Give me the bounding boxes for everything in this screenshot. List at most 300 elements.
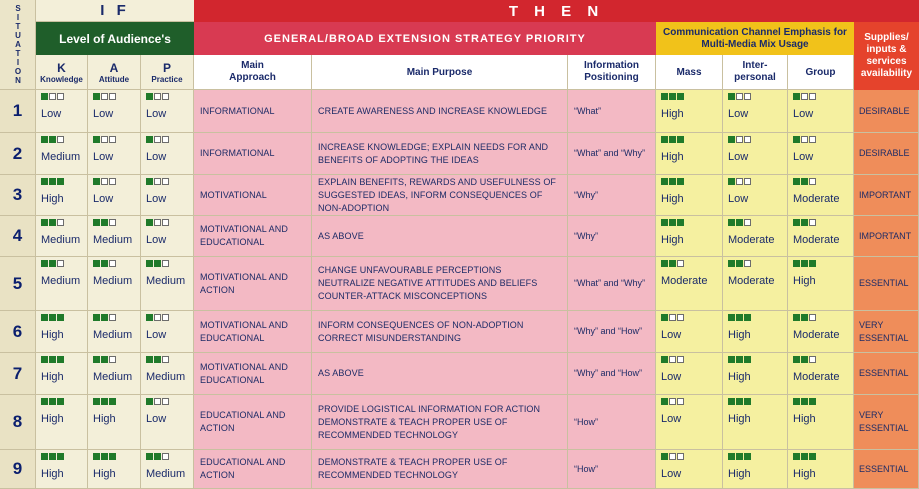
level-squares-icon	[146, 398, 170, 410]
empty-square-icon	[49, 93, 56, 100]
level-squares-icon	[41, 314, 65, 326]
filled-square-icon	[101, 314, 108, 321]
level-text: Low	[661, 468, 682, 480]
empty-square-icon	[162, 260, 169, 267]
level-text: Low	[146, 234, 167, 246]
level-text: Low	[728, 193, 749, 205]
empty-square-icon	[109, 136, 116, 143]
supplies-header	[854, 22, 919, 90]
level-squares-icon	[728, 136, 752, 148]
main-purpose-cell: DEMONSTRATE & TEACH PROPER USE OF RECOMMENDED TECHNOLOGY	[312, 450, 568, 489]
info-positioning-cell: “What”	[568, 90, 656, 133]
level-text: High	[661, 234, 684, 246]
supplies-availability-cell: ESSENTIAL	[854, 450, 919, 489]
level-text: High	[41, 329, 64, 341]
level-squares-icon	[793, 136, 817, 148]
info-positioning-header	[568, 55, 656, 90]
empty-square-icon	[162, 219, 169, 226]
level-text: High	[41, 413, 64, 425]
level-squares-icon	[93, 314, 117, 326]
filled-square-icon	[661, 453, 668, 460]
level-squares-icon	[661, 136, 685, 148]
empty-square-icon	[57, 93, 64, 100]
attitude-level	[88, 311, 141, 353]
main-purpose-cell: CREATE AWARENESS AND INCREASE KNOWLEDGE	[312, 90, 568, 133]
filled-square-icon	[801, 314, 808, 321]
level-text: High	[728, 329, 751, 341]
filled-square-icon	[41, 398, 48, 405]
empty-square-icon	[109, 260, 116, 267]
level-text: Low	[93, 108, 114, 120]
filled-square-icon	[669, 178, 676, 185]
strategy-priority-header	[194, 22, 656, 55]
filled-square-icon	[661, 260, 668, 267]
practice-level	[141, 133, 194, 175]
mass-emphasis	[656, 257, 723, 311]
level-of-audience-header	[36, 22, 194, 55]
group-emphasis	[788, 133, 854, 175]
level-squares-icon	[93, 136, 117, 148]
empty-square-icon	[154, 398, 161, 405]
filled-square-icon	[661, 356, 668, 363]
filled-square-icon	[146, 260, 153, 267]
interpersonal-emphasis	[723, 450, 788, 489]
filled-square-icon	[661, 93, 668, 100]
filled-square-icon	[793, 453, 800, 460]
empty-square-icon	[101, 178, 108, 185]
filled-square-icon	[41, 178, 48, 185]
main-approach-label: Main Approach	[229, 60, 276, 83]
group-emphasis	[788, 216, 854, 257]
filled-square-icon	[728, 398, 735, 405]
filled-square-icon	[49, 178, 56, 185]
empty-square-icon	[109, 219, 116, 226]
situation-number: 5	[0, 257, 36, 311]
supplies-availability-cell: IMPORTANT	[854, 216, 919, 257]
filled-square-icon	[101, 260, 108, 267]
attitude-column-header	[88, 55, 141, 90]
level-text: Moderate	[728, 275, 775, 287]
level-text: High	[728, 371, 751, 383]
filled-square-icon	[809, 260, 816, 267]
main-purpose-label: Main Purpose	[406, 66, 473, 78]
filled-square-icon	[736, 260, 743, 267]
filled-square-icon	[728, 260, 735, 267]
interpersonal-emphasis	[723, 216, 788, 257]
filled-square-icon	[41, 219, 48, 226]
group-label: Group	[805, 66, 836, 78]
level-text: Low	[661, 329, 682, 341]
filled-square-icon	[744, 453, 751, 460]
mass-emphasis	[656, 353, 723, 395]
empty-square-icon	[162, 93, 169, 100]
filled-square-icon	[744, 314, 751, 321]
attitude-level	[88, 257, 141, 311]
level-squares-icon	[661, 178, 685, 190]
level-squares-icon	[146, 314, 170, 326]
level-text: High	[661, 108, 684, 120]
level-squares-icon	[661, 314, 685, 326]
filled-square-icon	[669, 260, 676, 267]
level-squares-icon	[146, 453, 170, 465]
empty-square-icon	[677, 356, 684, 363]
filled-square-icon	[49, 453, 56, 460]
filled-square-icon	[41, 453, 48, 460]
filled-square-icon	[744, 398, 751, 405]
filled-square-icon	[736, 356, 743, 363]
main-purpose-cell: INCREASE KNOWLEDGE; EXPLAIN NEEDS FOR AND BENEFITS OF ADOPTING THE IDEAS	[312, 133, 568, 175]
level-squares-icon	[793, 453, 817, 465]
info-positioning-cell: “Why” and “How”	[568, 353, 656, 395]
info-positioning-cell: “Why”	[568, 175, 656, 216]
level-text: High	[41, 468, 64, 480]
main-approach-cell: MOTIVATIONAL AND EDUCATIONAL	[194, 216, 312, 257]
main-approach-cell: INFORMATIONAL	[194, 90, 312, 133]
empty-square-icon	[801, 93, 808, 100]
filled-square-icon	[146, 93, 153, 100]
level-squares-icon	[661, 356, 685, 368]
situation-number: 2	[0, 133, 36, 175]
practice-level	[141, 257, 194, 311]
info-positioning-label: Information Positioning	[584, 60, 639, 83]
situation-number: 6	[0, 311, 36, 353]
empty-square-icon	[669, 398, 676, 405]
situation-number: 3	[0, 175, 36, 216]
filled-square-icon	[93, 178, 100, 185]
level-text: Low	[793, 151, 814, 163]
empty-square-icon	[809, 136, 816, 143]
filled-square-icon	[101, 219, 108, 226]
level-squares-icon	[728, 260, 752, 272]
level-squares-icon	[728, 314, 752, 326]
info-positioning-cell: “How”	[568, 450, 656, 489]
empty-square-icon	[101, 136, 108, 143]
filled-square-icon	[93, 136, 100, 143]
supplies-availability-cell: ESSENTIAL	[854, 257, 919, 311]
filled-square-icon	[49, 356, 56, 363]
practice-level	[141, 450, 194, 489]
knowledge-level	[36, 311, 88, 353]
group-emphasis	[788, 90, 854, 133]
situation-number: 8	[0, 395, 36, 450]
empty-square-icon	[154, 93, 161, 100]
filled-square-icon	[801, 398, 808, 405]
group-emphasis	[788, 257, 854, 311]
filled-square-icon	[101, 453, 108, 460]
level-of-audience-label: Level of Audience's	[59, 31, 171, 46]
level-squares-icon	[41, 398, 65, 410]
empty-square-icon	[744, 260, 751, 267]
level-text: Medium	[146, 468, 186, 480]
filled-square-icon	[49, 314, 56, 321]
filled-square-icon	[41, 93, 48, 100]
knowledge-level	[36, 395, 88, 450]
filled-square-icon	[49, 136, 56, 143]
filled-square-icon	[809, 453, 816, 460]
situation-number: 4	[0, 216, 36, 257]
group-emphasis	[788, 395, 854, 450]
interpersonal-emphasis	[723, 311, 788, 353]
level-squares-icon	[728, 178, 752, 190]
level-squares-icon	[661, 219, 685, 231]
strategy-priority-label: GENERAL/BROAD EXTENSION STRATEGY PRIORITY	[264, 32, 586, 45]
filled-square-icon	[677, 178, 684, 185]
knowledge-level	[36, 175, 88, 216]
level-squares-icon	[661, 93, 685, 105]
filled-square-icon	[793, 314, 800, 321]
filled-square-icon	[93, 356, 100, 363]
filled-square-icon	[661, 314, 668, 321]
group-header	[788, 55, 854, 90]
level-squares-icon	[93, 219, 117, 231]
situation-number: 1	[0, 90, 36, 133]
level-squares-icon	[146, 356, 170, 368]
empty-square-icon	[101, 93, 108, 100]
filled-square-icon	[101, 398, 108, 405]
filled-square-icon	[57, 314, 64, 321]
empty-square-icon	[809, 93, 816, 100]
then-header	[194, 0, 919, 22]
empty-square-icon	[801, 136, 808, 143]
level-text: Low	[41, 108, 62, 120]
empty-square-icon	[109, 356, 116, 363]
level-text: Medium	[93, 329, 133, 341]
info-positioning-cell: “What” and “Why”	[568, 257, 656, 311]
empty-square-icon	[736, 136, 743, 143]
filled-square-icon	[801, 356, 808, 363]
filled-square-icon	[728, 136, 735, 143]
attitude-level	[88, 450, 141, 489]
main-approach-cell: INFORMATIONAL	[194, 133, 312, 175]
empty-square-icon	[744, 136, 751, 143]
main-purpose-cell: EXPLAIN BENEFITS, REWARDS AND USEFULNESS OF SUGGESTED IDEAS, INFORM CONSEQUENCES OF NON-ADOPTION	[312, 175, 568, 216]
level-text: High	[793, 413, 816, 425]
supplies-availability-cell: IMPORTANT	[854, 175, 919, 216]
practice-level	[141, 175, 194, 216]
level-text: High	[661, 151, 684, 163]
interpersonal-header	[723, 55, 788, 90]
empty-square-icon	[809, 219, 816, 226]
empty-square-icon	[744, 219, 751, 226]
level-text: Low	[728, 151, 749, 163]
info-positioning-cell: “What” and “Why”	[568, 133, 656, 175]
filled-square-icon	[793, 356, 800, 363]
empty-square-icon	[162, 178, 169, 185]
filled-square-icon	[154, 260, 161, 267]
filled-square-icon	[669, 136, 676, 143]
level-text: High	[793, 275, 816, 287]
group-emphasis	[788, 353, 854, 395]
practice-level	[141, 90, 194, 133]
filled-square-icon	[728, 356, 735, 363]
level-squares-icon	[728, 453, 752, 465]
filled-square-icon	[101, 356, 108, 363]
level-squares-icon	[728, 356, 752, 368]
level-squares-icon	[93, 356, 117, 368]
empty-square-icon	[154, 136, 161, 143]
level-text: Low	[146, 193, 167, 205]
level-text: Low	[793, 108, 814, 120]
level-text: High	[728, 468, 751, 480]
a-label: Attitude	[98, 74, 130, 84]
main-approach-cell: EDUCATIONAL AND ACTION	[194, 395, 312, 450]
a-letter: A	[109, 60, 119, 75]
filled-square-icon	[41, 136, 48, 143]
empty-square-icon	[677, 314, 684, 321]
level-squares-icon	[93, 453, 117, 465]
comm-channel-label: Communication Channel Emphasis for Multi-Media Mix Usage	[663, 26, 847, 50]
filled-square-icon	[146, 314, 153, 321]
level-text: Moderate	[793, 371, 840, 383]
level-squares-icon	[146, 260, 170, 272]
level-text: Medium	[93, 234, 133, 246]
knowledge-level	[36, 257, 88, 311]
filled-square-icon	[728, 178, 735, 185]
empty-square-icon	[744, 178, 751, 185]
empty-square-icon	[57, 136, 64, 143]
practice-level	[141, 216, 194, 257]
empty-square-icon	[736, 178, 743, 185]
p-label: Practice	[151, 74, 183, 84]
filled-square-icon	[793, 136, 800, 143]
level-text: Medium	[146, 275, 186, 287]
filled-square-icon	[57, 453, 64, 460]
level-text: High	[41, 371, 64, 383]
knowledge-level	[36, 216, 88, 257]
level-squares-icon	[93, 93, 117, 105]
level-text: Low	[728, 108, 749, 120]
filled-square-icon	[728, 93, 735, 100]
filled-square-icon	[146, 219, 153, 226]
filled-square-icon	[793, 178, 800, 185]
empty-square-icon	[162, 136, 169, 143]
info-positioning-cell: “Why”	[568, 216, 656, 257]
filled-square-icon	[41, 356, 48, 363]
knowledge-level	[36, 90, 88, 133]
mass-emphasis	[656, 311, 723, 353]
filled-square-icon	[154, 356, 161, 363]
filled-square-icon	[109, 453, 116, 460]
filled-square-icon	[93, 219, 100, 226]
level-text: Medium	[41, 234, 81, 246]
filled-square-icon	[801, 453, 808, 460]
mass-emphasis	[656, 133, 723, 175]
group-emphasis	[788, 175, 854, 216]
empty-square-icon	[162, 356, 169, 363]
level-squares-icon	[41, 356, 65, 368]
level-squares-icon	[41, 453, 65, 465]
filled-square-icon	[661, 178, 668, 185]
attitude-level	[88, 395, 141, 450]
filled-square-icon	[736, 219, 743, 226]
level-squares-icon	[728, 93, 752, 105]
empty-square-icon	[809, 178, 816, 185]
interpersonal-emphasis	[723, 133, 788, 175]
mass-emphasis	[656, 216, 723, 257]
filled-square-icon	[49, 398, 56, 405]
filled-square-icon	[41, 314, 48, 321]
level-text: High	[41, 193, 64, 205]
group-emphasis	[788, 311, 854, 353]
level-squares-icon	[793, 219, 817, 231]
filled-square-icon	[677, 136, 684, 143]
level-text: Moderate	[661, 275, 708, 287]
then-label: T H E N	[508, 2, 605, 20]
attitude-level	[88, 133, 141, 175]
level-text: Low	[93, 151, 114, 163]
filled-square-icon	[793, 93, 800, 100]
empty-square-icon	[669, 356, 676, 363]
filled-square-icon	[793, 260, 800, 267]
level-text: Low	[661, 371, 682, 383]
mass-emphasis	[656, 395, 723, 450]
level-text: High	[793, 468, 816, 480]
main-purpose-cell: AS ABOVE	[312, 216, 568, 257]
filled-square-icon	[49, 260, 56, 267]
level-squares-icon	[661, 260, 685, 272]
interpersonal-emphasis	[723, 257, 788, 311]
filled-square-icon	[93, 453, 100, 460]
filled-square-icon	[736, 314, 743, 321]
interpersonal-label: Inter- personal	[734, 60, 776, 83]
level-text: Medium	[41, 275, 81, 287]
empty-square-icon	[109, 314, 116, 321]
comm-channel-header	[656, 22, 854, 55]
level-squares-icon	[146, 219, 170, 231]
if-label: I F	[100, 2, 130, 19]
supplies-availability-cell: VERY ESSENTIAL	[854, 395, 919, 450]
level-squares-icon	[41, 260, 65, 272]
empty-square-icon	[154, 178, 161, 185]
level-text: Moderate	[793, 329, 840, 341]
group-emphasis	[788, 450, 854, 489]
empty-square-icon	[744, 93, 751, 100]
empty-square-icon	[57, 219, 64, 226]
filled-square-icon	[801, 178, 808, 185]
supplies-availability-cell: ESSENTIAL	[854, 353, 919, 395]
level-squares-icon	[661, 398, 685, 410]
main-approach-cell: MOTIVATIONAL	[194, 175, 312, 216]
level-text: High	[93, 468, 116, 480]
filled-square-icon	[809, 398, 816, 405]
main-purpose-cell: PROVIDE LOGISTICAL INFORMATION FOR ACTION DEMONSTRATE & TEACH PROPER USE OF RECOMMENDED TECHNOLOGY	[312, 395, 568, 450]
level-text: Moderate	[793, 193, 840, 205]
if-header	[36, 0, 194, 22]
filled-square-icon	[57, 178, 64, 185]
practice-level	[141, 395, 194, 450]
info-positioning-cell: “Why” and “How”	[568, 311, 656, 353]
filled-square-icon	[154, 453, 161, 460]
situation-number: 9	[0, 450, 36, 489]
level-text: Low	[661, 413, 682, 425]
supplies-availability-cell: DESIRABLE	[854, 90, 919, 133]
main-purpose-cell: CHANGE UNFAVOURABLE PERCEPTIONS NEUTRALIZE NEGATIVE ATTITUDES AND BELIEFS COUNTER-ATTACK MISCONCEPTIONS	[312, 257, 568, 311]
interpersonal-emphasis	[723, 90, 788, 133]
empty-square-icon	[736, 93, 743, 100]
main-approach-cell: MOTIVATIONAL AND EDUCATIONAL	[194, 311, 312, 353]
level-text: Low	[146, 329, 167, 341]
filled-square-icon	[728, 219, 735, 226]
knowledge-level	[36, 133, 88, 175]
k-label: Knowledge	[40, 74, 83, 84]
level-text: High	[661, 193, 684, 205]
filled-square-icon	[736, 398, 743, 405]
filled-square-icon	[669, 93, 676, 100]
filled-square-icon	[109, 398, 116, 405]
filled-square-icon	[793, 398, 800, 405]
level-squares-icon	[146, 136, 170, 148]
main-purpose-header	[312, 55, 568, 90]
